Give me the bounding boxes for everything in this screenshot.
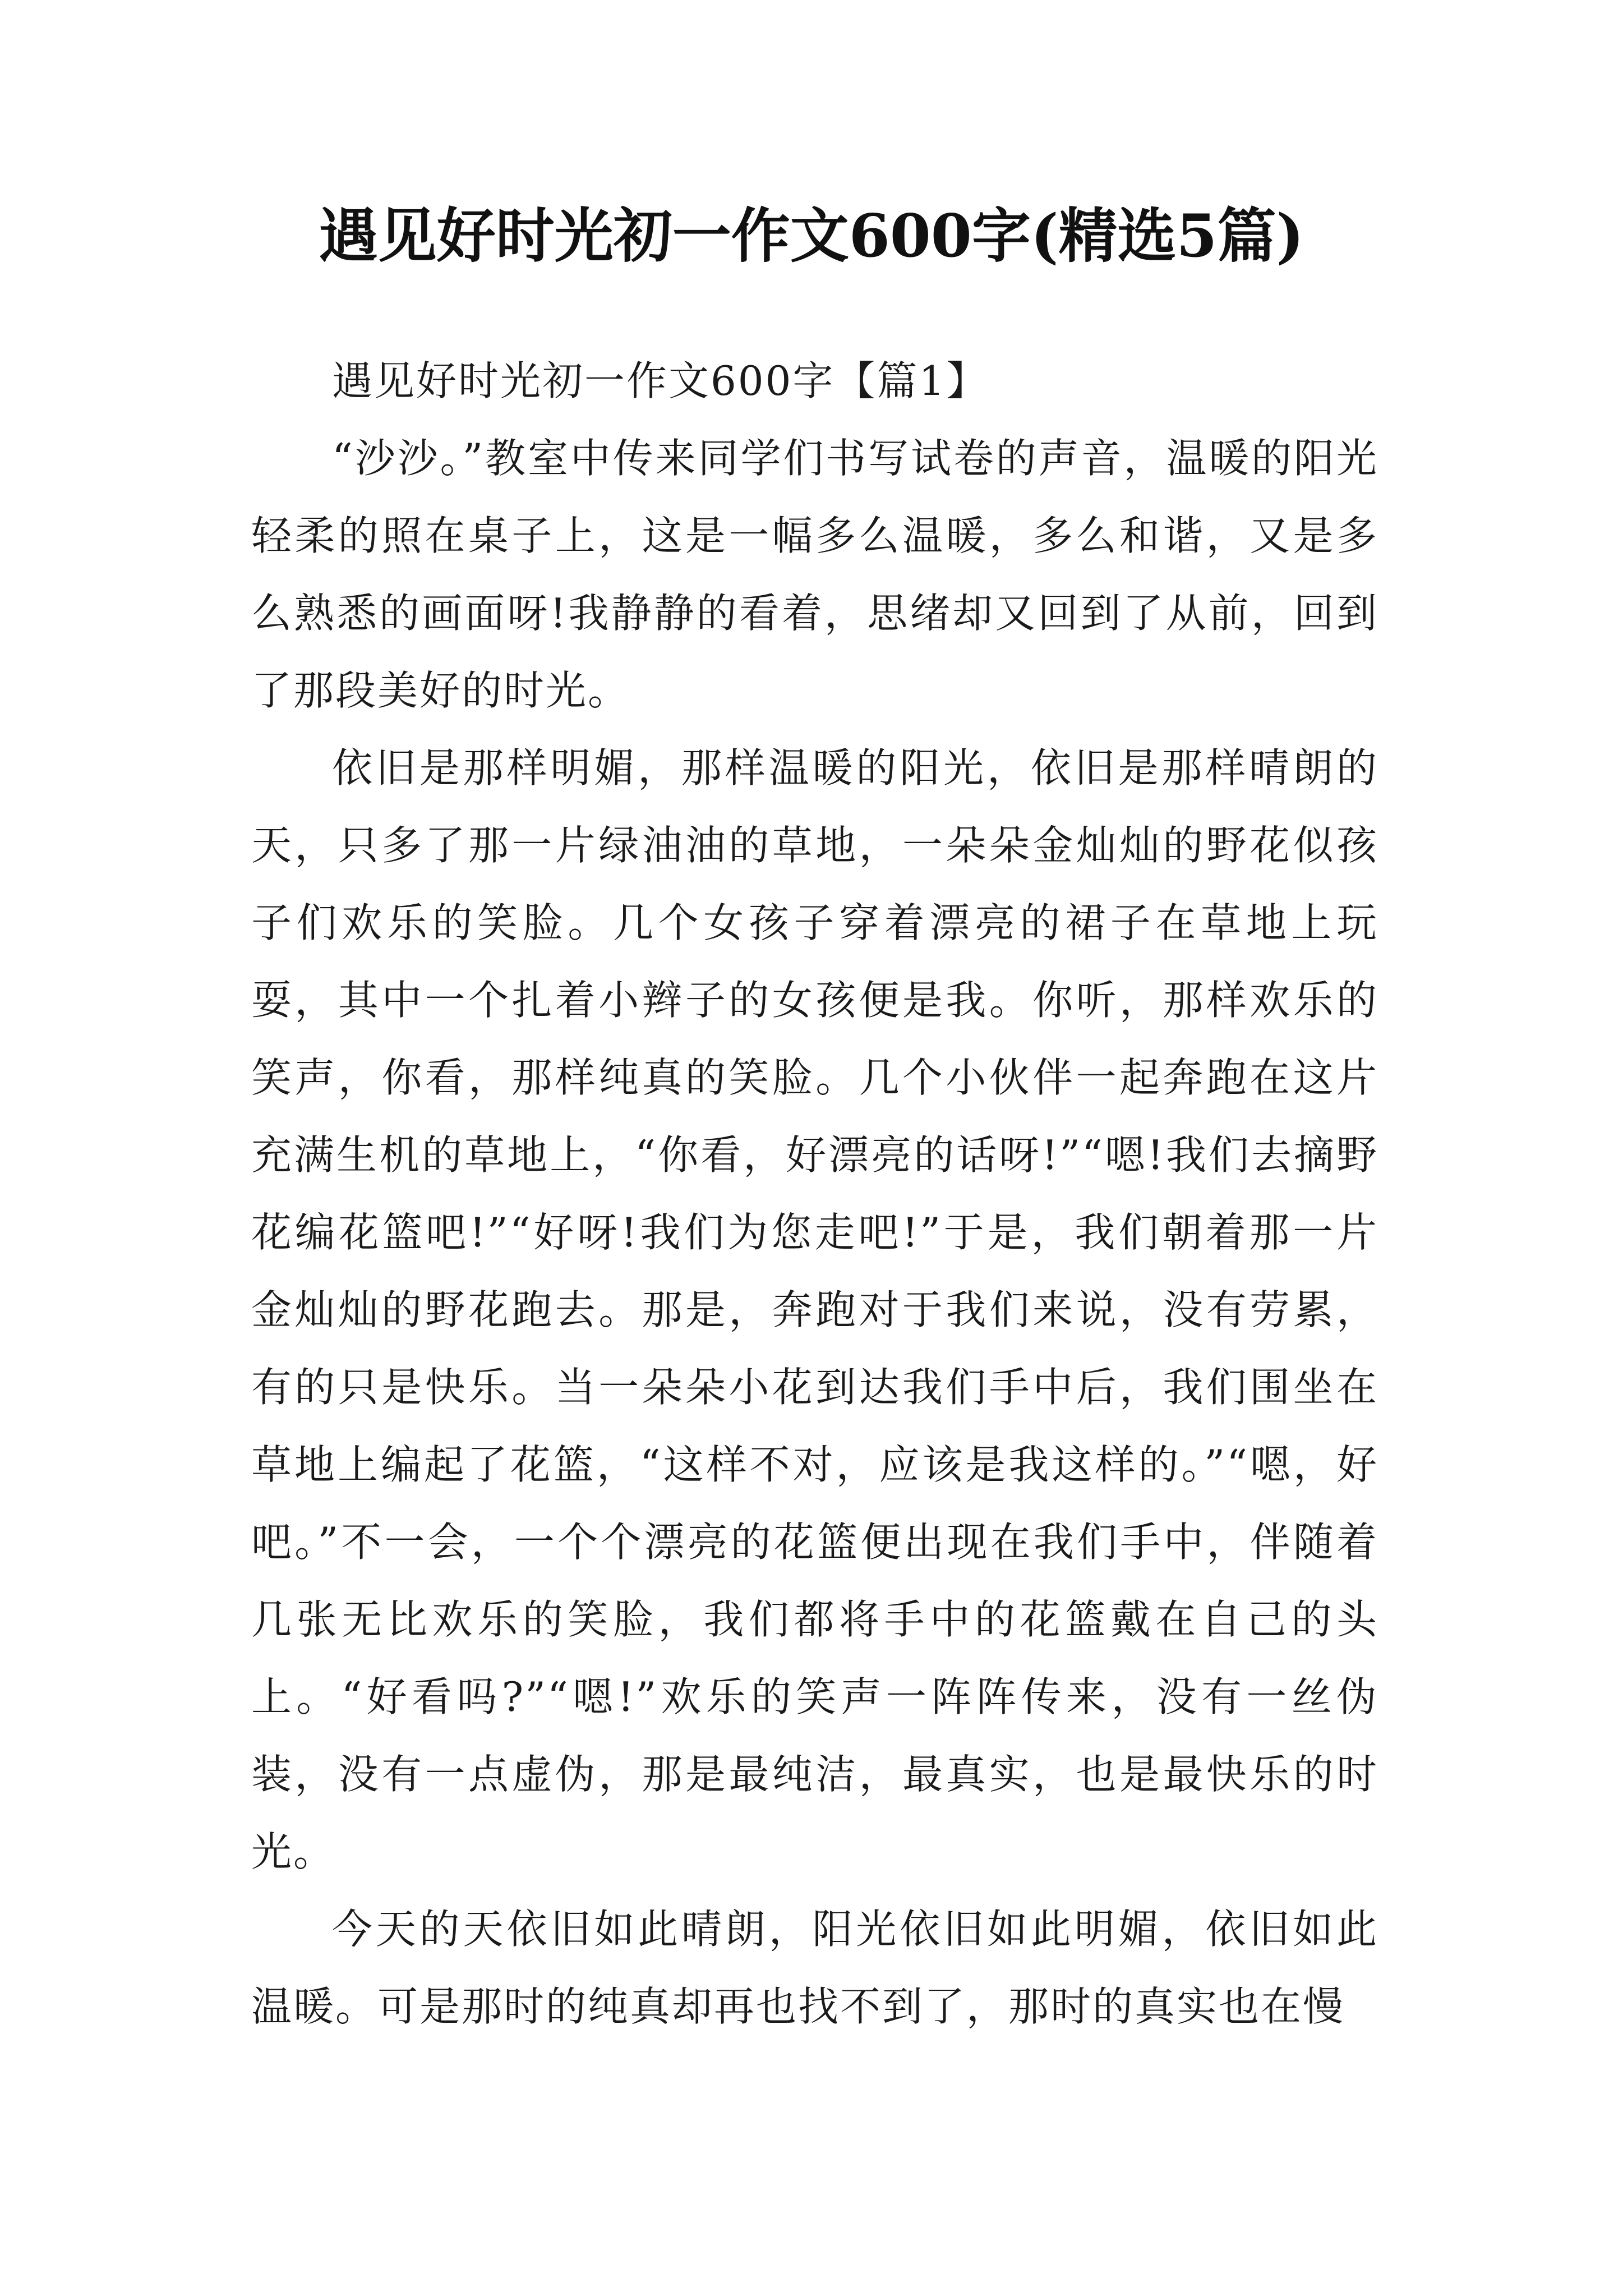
document-body	[251, 342, 1378, 2045]
paragraph-3: 今天的天依旧如此晴朗，阳光依旧如此明媚，依旧如此温暖。可是那时的纯真却再也找不到了，那时的真实也在慢	[251, 1906, 1378, 2030]
document-title: 遇见好时光初一作文600字(精选5篇)	[319, 201, 1304, 270]
paragraph-1: “沙沙。”教室中传来同学们书写试卷的声音，温暖的阳光轻柔的照在桌子上，这是一幅多么温暖，多么和谐，又是多么熟悉的画面呀!我静静的看着，思绪却又回到了从前，回到了那段美好的时光。	[251, 435, 1378, 714]
paragraph-2: 依旧是那样明媚，那样温暖的阳光，依旧是那样晴朗的天，只多了那一片绿油油的草地，一朵朵金灿灿的野花似孩子们欢乐的笑脸。几个女孩子穿着漂亮的裙子在草地上玩耍，其中一个扎着小辫子的女孩便是我。你听，那样欢乐的笑声，你看，那样纯真的笑脸。几个小伙伴一起奔跑在这片充满生机的草地上，“你看，好漂亮的话呀!”“嗯!我们去摘野花编花篮吧!”“好呀!我们为您走吧!”于是，我们朝着那一片金灿灿的野花跑去。那是，奔跑对于我们来说，没有劳累，有的只是快乐。当一朵朵小花到达我们手中后，我们围坐在草地上编起了花篮，“这样不对，应该是我这样的。”“嗯，好吧。”不一会，一个个漂亮的花篮便出现在我们手中，伴随着几张无比欢乐的笑脸，我们都将手中的花篮戴在自己的头上。“好看吗?”“嗯!”欢乐的笑声一阵阵传来，没有一丝伪装，没有一点虚伪，那是最纯洁，最真实，也是最快乐的时光。	[251, 744, 1378, 1875]
section-heading: 遇见好时光初一作文600字【篇1】	[332, 357, 989, 404]
